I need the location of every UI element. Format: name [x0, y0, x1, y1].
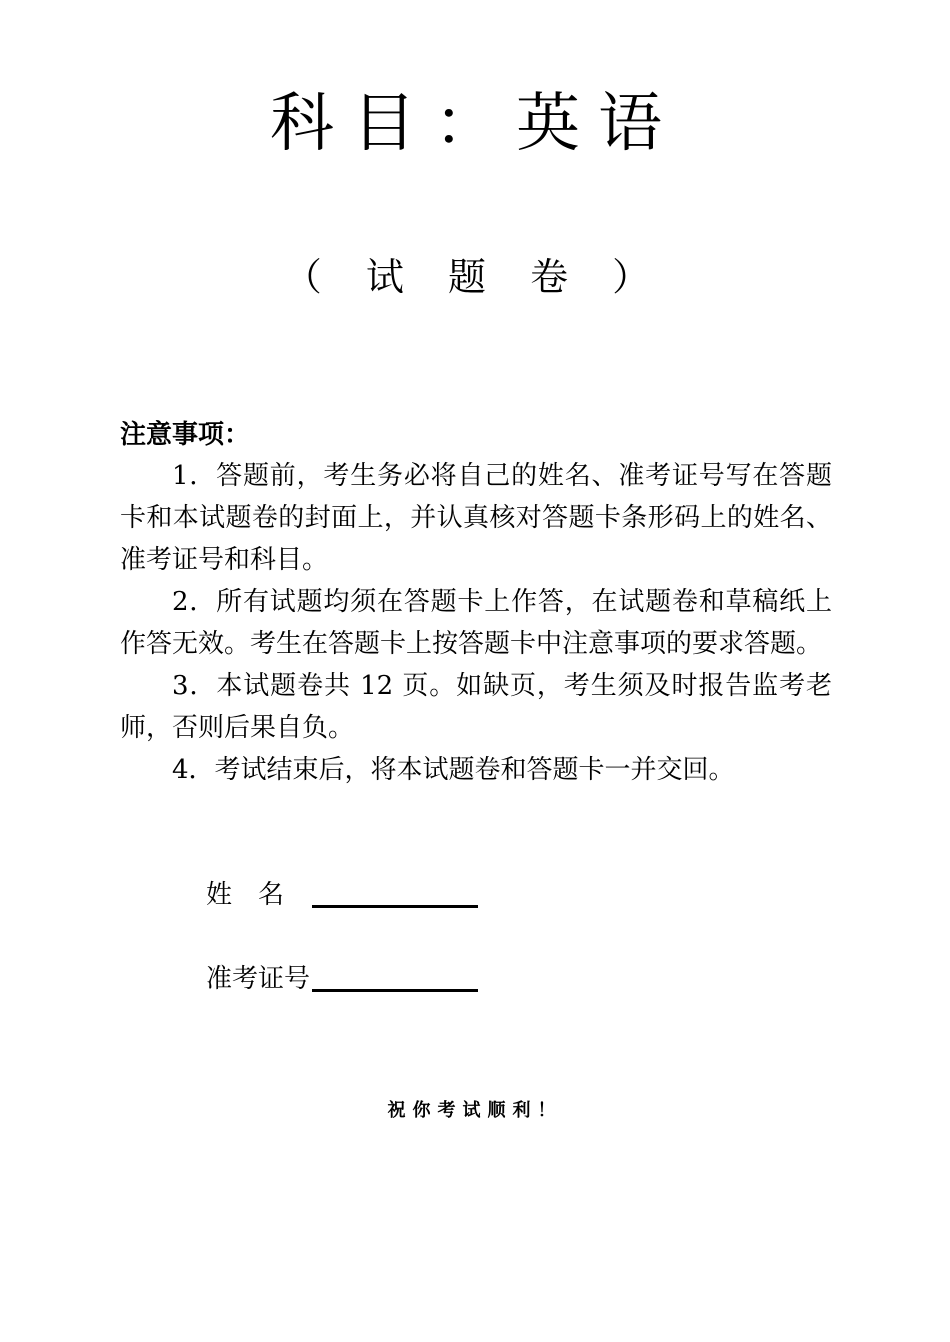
- ticket-number-label: 准考证号: [206, 964, 311, 994]
- notice-item-4: 4．考试结束后，将本试题卷和答题卡一并交回。: [172, 755, 735, 785]
- notice-item-3: 3．本试题卷共 12 页。如缺页，考生须及时报告监考老师，否则后果自负。: [120, 671, 832, 743]
- name-label: 姓名: [206, 880, 311, 910]
- page-subtitle: （ 试 题 卷 ）: [283, 255, 667, 299]
- notice-item-2: 2．所有试题均须在答题卡上作答，在试题卷和草稿纸上作答无效。考生在答题卡上按答题卡中注意事项的要求答题。: [120, 587, 832, 659]
- name-field: [206, 882, 478, 908]
- notice-section: [120, 415, 832, 791]
- page-title: 科目：英语: [270, 87, 680, 161]
- ticket-number-field: [206, 966, 478, 992]
- name-blank-line[interactable]: [312, 883, 478, 908]
- notice-item-1: 1．答题前，考生务必将自己的姓名、准考证号写在答题卡和本试题卷的封面上，并认真核对答题卡条形码上的姓名、准考证号和科目。: [120, 461, 832, 575]
- notice-heading: 注意事项：: [120, 420, 251, 450]
- ticket-number-blank-line[interactable]: [312, 967, 478, 992]
- good-luck-message: 祝你考试顺利！: [387, 1100, 563, 1121]
